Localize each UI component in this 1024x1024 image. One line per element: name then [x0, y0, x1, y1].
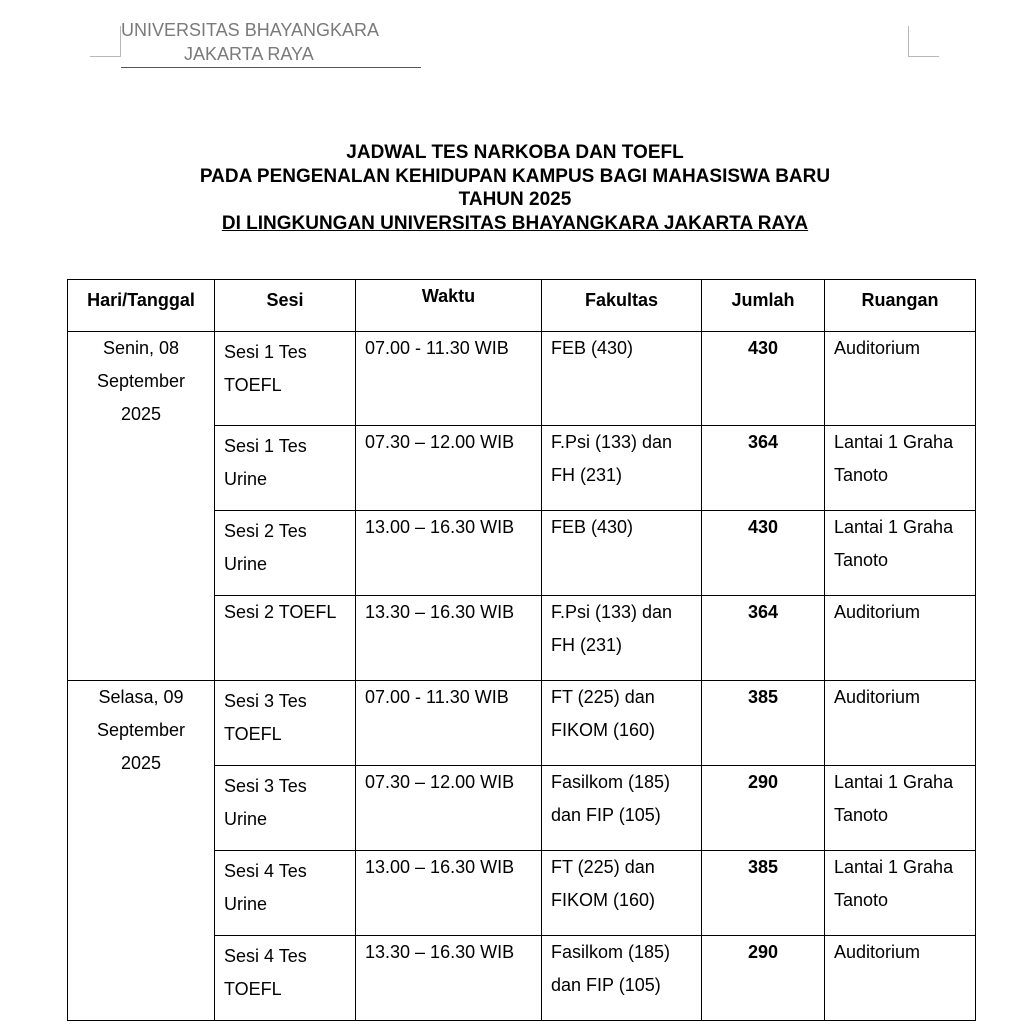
day-label-line: September	[96, 720, 186, 740]
schedule-table-body	[68, 332, 976, 1021]
jumlah-value: 364	[747, 432, 779, 452]
fakultas-text	[551, 332, 692, 365]
cell-ruangan	[825, 332, 976, 426]
sesi-text	[224, 596, 346, 629]
sesi-text-line: Sesi 4 Tes	[224, 946, 307, 966]
sesi-text-line: Sesi 4 Tes	[224, 861, 307, 881]
fakultas-text-line: F.Psi (133) dan	[551, 432, 673, 452]
footer-note-cut	[68, 1016, 968, 1024]
cell-sesi	[215, 936, 356, 1021]
jumlah-value: 364	[747, 602, 779, 622]
ruangan-text-line: Lantai 1 Graha	[834, 772, 954, 792]
ruangan-text-line: Tanoto	[834, 805, 889, 825]
cell-waktu	[356, 511, 542, 596]
cell-sesi	[215, 511, 356, 596]
fakultas-text	[551, 511, 692, 544]
cell-sesi	[215, 596, 356, 681]
page-corner-mark	[90, 56, 121, 57]
cell-hari-tanggal	[68, 681, 215, 1021]
ruangan-text	[834, 681, 966, 714]
jumlah-value: 430	[747, 338, 779, 358]
sesi-text-line: TOEFL	[224, 724, 282, 744]
ruangan-text-line: Tanoto	[834, 465, 889, 485]
cell-jumlah	[702, 851, 825, 936]
fakultas-text	[551, 766, 692, 832]
cell-ruangan	[825, 426, 976, 511]
column-header-hari-tanggal: Hari/Tanggal	[68, 280, 215, 332]
cell-hari-tanggal	[68, 332, 215, 681]
sesi-text-line: TOEFL	[224, 375, 282, 395]
day-label	[77, 681, 205, 780]
cell-fakultas	[542, 426, 702, 511]
ruangan-text	[834, 766, 966, 832]
cell-fakultas	[542, 681, 702, 766]
page-corner-mark	[908, 26, 909, 57]
title-line: JADWAL TES NARKOBA DAN TOEFL	[346, 142, 684, 163]
sesi-text	[224, 511, 346, 581]
fakultas-text-line: dan FIP (105)	[551, 975, 661, 995]
fakultas-text-line: FH (231)	[551, 635, 623, 655]
sesi-text	[224, 332, 346, 402]
fakultas-text	[551, 426, 692, 492]
fakultas-text-line: FT (225) dan	[551, 687, 655, 707]
cell-ruangan	[825, 766, 976, 851]
sesi-text-line: Urine	[224, 809, 268, 829]
ruangan-text-line: Tanoto	[834, 890, 889, 910]
day-label	[77, 332, 205, 431]
cell-ruangan	[825, 596, 976, 681]
column-header-waktu: Waktu	[356, 280, 542, 332]
header-institution-line2: JAKARTA RAYA	[184, 44, 314, 64]
schedule-table	[67, 279, 976, 1021]
cell-waktu	[356, 851, 542, 936]
day-label-line: Selasa, 09	[98, 687, 184, 707]
column-header-ruangan: Ruangan	[825, 280, 976, 332]
column-header-jumlah: Jumlah	[702, 280, 825, 332]
fakultas-text	[551, 681, 692, 747]
cell-jumlah	[702, 596, 825, 681]
waktu-text: 13.30 – 16.30 WIB	[365, 942, 515, 962]
jumlah-value: 290	[747, 772, 779, 792]
sesi-text-line: Sesi 1 Tes	[224, 342, 307, 362]
waktu-text: 07.00 - 11.30 WIB	[365, 687, 509, 707]
sesi-text-line: Urine	[224, 469, 268, 489]
sesi-text-line: Sesi 1 Tes	[224, 436, 307, 456]
ruangan-text-line: Auditorium	[834, 602, 921, 622]
cell-jumlah	[702, 332, 825, 426]
ruangan-text-line: Auditorium	[834, 338, 921, 358]
ruangan-text	[834, 936, 966, 969]
cell-sesi	[215, 766, 356, 851]
cell-jumlah	[702, 766, 825, 851]
sesi-text-line: Sesi 2 TOEFL	[224, 602, 337, 622]
table-row	[68, 332, 976, 426]
ruangan-text	[834, 332, 966, 365]
fakultas-text-line: FIKOM (160)	[551, 890, 656, 910]
cell-waktu	[356, 426, 542, 511]
cell-sesi	[215, 426, 356, 511]
title-line: TAHUN 2025	[458, 189, 572, 210]
fakultas-text-line: FT (225) dan	[551, 857, 655, 877]
waktu-text: 07.00 - 11.30 WIB	[365, 338, 509, 358]
day-label-line: 2025	[120, 753, 162, 773]
cell-waktu	[356, 766, 542, 851]
table-header-row	[68, 280, 976, 332]
ruangan-text-line: Auditorium	[834, 942, 921, 962]
cell-fakultas	[542, 511, 702, 596]
cell-waktu	[356, 332, 542, 426]
sesi-text-line: Sesi 2 Tes	[224, 521, 307, 541]
jumlah-value: 290	[747, 942, 779, 962]
cell-waktu	[356, 681, 542, 766]
waktu-text: 07.30 – 12.00 WIB	[365, 772, 515, 792]
sesi-text-line: Urine	[224, 554, 268, 574]
sesi-text-line: Sesi 3 Tes	[224, 691, 307, 711]
fakultas-text-line: Fasilkom (185)	[551, 942, 671, 962]
ruangan-text	[834, 596, 966, 629]
column-header-fakultas: Fakultas	[542, 280, 702, 332]
jumlah-value: 430	[747, 517, 779, 537]
cell-fakultas	[542, 936, 702, 1021]
header-institution-line1: UNIVERSITAS BHAYANGKARA	[121, 20, 380, 40]
sesi-text	[224, 851, 346, 921]
page-corner-mark	[908, 56, 939, 57]
waktu-text: 13.00 – 16.30 WIB	[365, 857, 515, 877]
sesi-text-line: TOEFL	[224, 979, 282, 999]
cell-jumlah	[702, 936, 825, 1021]
cell-ruangan	[825, 511, 976, 596]
cell-fakultas	[542, 596, 702, 681]
document-header	[121, 18, 421, 68]
fakultas-text-line: F.Psi (133) dan	[551, 602, 673, 622]
day-label-line: 2025	[120, 404, 162, 424]
sesi-text-line: Urine	[224, 894, 268, 914]
ruangan-text-line: Tanoto	[834, 550, 889, 570]
fakultas-text-line: Fasilkom (185)	[551, 772, 671, 792]
cell-fakultas	[542, 766, 702, 851]
column-header-sesi: Sesi	[215, 280, 356, 332]
day-label-line: Senin, 08	[102, 338, 180, 358]
ruangan-text	[834, 851, 966, 917]
sesi-text-line: Sesi 3 Tes	[224, 776, 307, 796]
jumlah-value: 385	[747, 687, 779, 707]
ruangan-text-line: Auditorium	[834, 687, 921, 707]
ruangan-text	[834, 426, 966, 492]
fakultas-text	[551, 851, 692, 917]
title-line: PADA PENGENALAN KEHIDUPAN KAMPUS BAGI MAHASISWA BARU	[199, 165, 831, 187]
waktu-text: 13.30 – 16.30 WIB	[365, 602, 515, 622]
waktu-text: 07.30 – 12.00 WIB	[365, 432, 515, 452]
cell-jumlah	[702, 511, 825, 596]
ruangan-text-line: Lantai 1 Graha	[834, 517, 954, 537]
cell-jumlah	[702, 426, 825, 511]
document-title	[0, 141, 1024, 235]
cell-ruangan	[825, 851, 976, 936]
fakultas-text-line: FIKOM (160)	[551, 720, 656, 740]
cell-waktu	[356, 596, 542, 681]
waktu-text: 13.00 – 16.30 WIB	[365, 517, 515, 537]
fakultas-text	[551, 936, 692, 1002]
cell-jumlah	[702, 681, 825, 766]
cell-sesi	[215, 681, 356, 766]
title-line-underlined: DI LINGKUNGAN UNIVERSITAS BHAYANGKARA JAKARTA RAYA	[221, 212, 809, 234]
day-label-line: September	[96, 371, 186, 391]
fakultas-text	[551, 596, 692, 662]
table-row	[68, 681, 976, 766]
sesi-text	[224, 936, 346, 1006]
fakultas-text-line: FEB (430)	[551, 517, 634, 537]
ruangan-text	[834, 511, 966, 577]
cell-fakultas	[542, 332, 702, 426]
ruangan-text-line: Lantai 1 Graha	[834, 432, 954, 452]
cell-sesi	[215, 332, 356, 426]
sesi-text	[224, 766, 346, 836]
cell-fakultas	[542, 851, 702, 936]
fakultas-text-line: dan FIP (105)	[551, 805, 661, 825]
sesi-text	[224, 426, 346, 496]
fakultas-text-line: FEB (430)	[551, 338, 634, 358]
cell-sesi	[215, 851, 356, 936]
ruangan-text-line: Lantai 1 Graha	[834, 857, 954, 877]
fakultas-text-line: FH (231)	[551, 465, 623, 485]
cell-waktu	[356, 936, 542, 1021]
sesi-text	[224, 681, 346, 751]
cell-ruangan	[825, 936, 976, 1021]
cell-ruangan	[825, 681, 976, 766]
jumlah-value: 385	[747, 857, 779, 877]
